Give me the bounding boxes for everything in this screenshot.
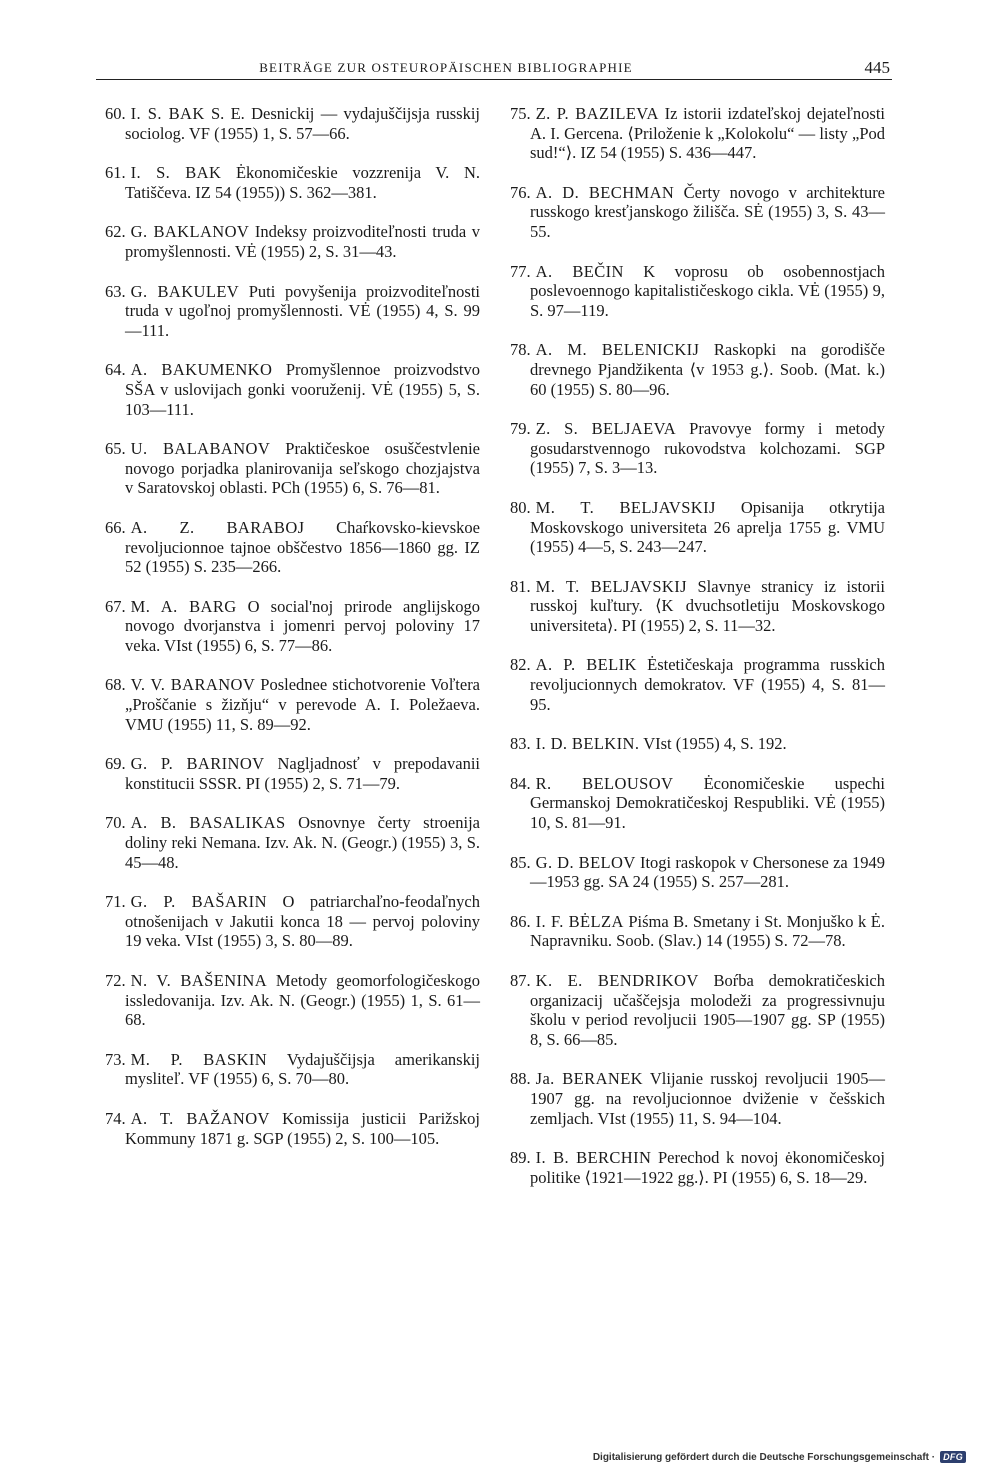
entry-number: 80. (510, 497, 531, 517)
entry-number: 78. (510, 340, 531, 360)
entry-author: V. V. BARANOV (130, 675, 256, 695)
entry-number: 88. (510, 1069, 531, 1089)
entry-title: Metody geomorfologičeskogo issledovanija. Izv. Ak. N. (Geogr.) (1955) 1, S. 61—68. (125, 971, 481, 1030)
footer (593, 1451, 966, 1463)
entry-number: 65. (105, 439, 126, 459)
entry-author: M. T. BELJAVSKIJ (535, 497, 716, 517)
bibliography-entry (105, 1109, 480, 1148)
entry-author: A. BAKUMENKO (130, 360, 273, 380)
entry-number: 68. (105, 675, 126, 695)
entry-title: Puti povyšenija proizvoditeľnosti truda v ugoľnoj promyšlennosti. VĖ (1955) 4, S. 99—111. (125, 281, 480, 340)
entry-author: G. P. BAŠARIN (130, 892, 267, 912)
entry-number: 67. (105, 596, 126, 616)
entry-title: Opisanija otkrytija Moskovskogo universiteta 26 aprelja 1755 g. VMU (1955) 4—5, S. 243—247. (530, 497, 885, 557)
bibliography-entry (105, 597, 480, 656)
entry-number: 63. (105, 281, 126, 301)
page-number: 445 (864, 58, 890, 77)
bibliography-entry (105, 971, 480, 1030)
entry-number: 60. (105, 104, 126, 123)
entry-number: 62. (105, 222, 126, 242)
bibliography-entry (510, 340, 885, 399)
entry-author: M. A. BARG (130, 596, 237, 616)
bibliography-entry (105, 675, 480, 734)
entry-title: Raskopki na gorodišče drevnego Pjandžikenta ⟨v 1953 g.⟩. Soob. (Mat. k.) 60 (1955) S. 80—96. (530, 340, 885, 399)
entry-title: Indeksy proizvoditeľnosti truda v promyšlennosti. VĖ (1955) 2, S. 31—43. (125, 222, 480, 261)
bibliography-entry (105, 104, 480, 143)
entry-author: I. D. BELKIN. (535, 734, 640, 754)
entry-title: Vydajuščijsja amerikanskij mysliteľ. VF (1955) 6, S. 70—80. (125, 1049, 481, 1089)
entry-number: 79. (510, 419, 531, 439)
entry-title: Pravovye formy i metody gosudarstvennogo rukovodstva kolchozami. SGP (1955) 7, S. 3—13. (530, 419, 886, 478)
footer-text: Digitalisierung gefördert durch die Deutsche Forschungsgemeinschaft · (592, 1451, 936, 1463)
entry-number: 87. (510, 971, 531, 990)
entry-author: U. BALABANOV (130, 439, 271, 459)
bibliography-entry (105, 439, 480, 498)
entry-title: Osnovnye čerty stroenija doliny reki Nemana. Izv. Ak. N. (Geogr.) (1955) 3, S. 45—48. (125, 813, 480, 872)
bibliography-entry (510, 262, 885, 321)
page-header (96, 58, 892, 80)
bibliography-entry (105, 282, 480, 341)
bibliography-entry (510, 104, 885, 163)
entry-title: Slavnye stranicy iz istorii russkoj kuľtury. ⟨K dvuchsotletiju Moskovskogo universiteta⟩. PI (1955) 2, S. 11—32. (530, 576, 885, 635)
bibliography-entry (105, 1050, 480, 1089)
entry-author: G. P. BARINOV (130, 754, 265, 774)
bibliography-entry (510, 577, 885, 636)
entry-number: 70. (105, 813, 126, 833)
entry-number: 72. (105, 971, 126, 990)
bibliography-entry (510, 853, 885, 892)
entry-title: Čerty novogo v architekture russkogo kresťjanskogo žilišča. SĖ (1955) 3, S. 43—55. (530, 182, 886, 241)
entry-author: A. M. BELENICKIJ (535, 340, 700, 360)
entry-number: 66. (105, 517, 126, 537)
right-column (510, 104, 885, 1207)
entry-number: 77. (510, 261, 531, 281)
entry-number: 71. (105, 892, 126, 912)
entry-author: I. F. BĖLZA (535, 911, 624, 931)
bibliography-entry (510, 1069, 885, 1128)
entry-number: 76. (510, 182, 531, 202)
entry-author: G. BAKLANOV (130, 222, 250, 242)
entry-title: Boŕba demokratičeskich organizacij učaščejsja molodeži za progressivnuju školu v period revoljucii 1905—1907 gg. SP (1955) 8, S. 66—85. (530, 971, 885, 1049)
entry-title: Vlijanie russkoj revoljucii 1905—1907 gg. na revoljucionnoe dviženie v češskich zemljach. VIst (1955) 11, S. 94—104. (530, 1069, 885, 1128)
entry-author: A. P. BELIK (535, 655, 637, 675)
bibliography-entry (510, 912, 885, 951)
entry-title: O social'noj prirode anglijskogo novogo dvorjanstva i jomenri pervoj poloviny 17 veka. VIst (1955) 6, S. 77—86. (125, 596, 481, 655)
entry-title: VIst (1955) 4, S. 192. (643, 734, 787, 754)
entry-number: 89. (510, 1148, 531, 1168)
entry-title: Promyšlennoe proizvodstvo SŠA v uslovijach gonki vooruženij. VĖ (1955) 5, S. 103—111. (125, 360, 481, 419)
entry-number: 82. (510, 655, 531, 675)
entry-number: 74. (105, 1108, 126, 1128)
bibliography-entry (105, 754, 480, 793)
entry-author: A. Z. BARABOJ (130, 517, 305, 537)
entry-number: 86. (510, 911, 531, 931)
entry-author: I. S. BAK (130, 104, 205, 123)
entry-title: Piśma B. Smetany i St. Monjuško k Ė. Napravniku. Soob. (Slav.) 14 (1955) S. 72—78. (530, 911, 885, 951)
entry-title: Iz istorii izdateľskoj dejateľnosti A. I. Gercena. ⟨Priloženie k „Kolokolu“ — listy „Pod sud!“⟩. IZ 54 (1955) S. 436—447. (530, 104, 886, 163)
entry-number: 83. (510, 734, 531, 754)
entry-title: Perechod k novoj ėkonomičeskoj politike ⟨1921—1922 gg.⟩. PI (1955) 6, S. 18—29. (530, 1148, 886, 1187)
bibliography-entry (510, 1148, 885, 1187)
entry-author: R. BELOUSOV (535, 773, 674, 793)
entry-number: 85. (510, 852, 531, 872)
bibliography-entry (510, 734, 885, 754)
entry-author: I. S. BAK (130, 163, 222, 183)
entry-number: 61. (105, 163, 126, 183)
entry-title: S. E. Desnickij — vydajuščijsja russkij sociolog. VF (1955) 1, S. 57—66. (125, 104, 480, 143)
entry-title: Ėconomičeskie uspechi Germanskoj Demokratičeskoj Respubliki. VĖ (1955) 10, S. 81—91. (530, 773, 886, 833)
entry-title: O patriarchaľno-feodaľnych otnošenijach v Jakutii konca 18 — pervoj poloviny 19 veka. VIst (1955) 3, S. 80—89. (125, 892, 480, 951)
bibliography-entry (105, 360, 480, 419)
entry-author: Ja. BERANEK (535, 1069, 643, 1089)
running-head: BEITRÄGE ZUR OSTEUROPÄISCHEN BIBLIOGRAPHIE (259, 60, 633, 75)
entry-number: 73. (105, 1049, 126, 1069)
entry-author: A. B. BASALIKAS (130, 813, 286, 833)
entry-title: Chaŕkovsko-kievskoe revoljucionnoe tajnoe obščestvo 1856—1860 gg. IZ 52 (1955) S. 235—266. (125, 517, 480, 577)
entry-number: 81. (510, 576, 531, 596)
entry-author: G. BAKULEV (130, 281, 240, 301)
bibliography-entry (105, 518, 480, 577)
entry-author: Z. S. BELJAEVA (535, 419, 677, 439)
entry-title: K voprosu ob osobennostjach poslevoennogo kapitalističeskogo cikla. VĖ (1955) 9, S. 97—119. (530, 261, 885, 320)
entry-title: Ėstetičeskaja programma russkich revoljucionnych demokratov. VF (1955) 4, S. 81—95. (530, 655, 885, 714)
bibliography-entry (105, 813, 480, 872)
entry-author: A. BEČIN (535, 261, 624, 281)
entry-title: Praktičeskoe osuščestvlenie novogo porjadka planirovanija seľskogo chozjajstva v Saratovskoj oblasti. PCh (1955) 6, S. 76—81. (125, 439, 480, 498)
left-column (105, 104, 480, 1168)
entry-title: Ėkonomičeskie vozzrenija V. N. Tatiščeva. IZ 54 (1955)) S. 362—381. (125, 163, 481, 202)
entry-author: N. V. BAŠENINA (130, 971, 268, 990)
entry-title: Nagljadnosť v prepodavanii konstitucii SSSR. PI (1955) 2, S. 71—79. (125, 754, 480, 793)
bibliography-entry (105, 163, 480, 202)
entry-author: K. E. BENDRIKOV (535, 971, 699, 990)
entry-author: A. D. BECHMAN (535, 182, 675, 202)
entry-number: 84. (510, 773, 531, 793)
bibliography-entry (510, 774, 885, 833)
entry-author: G. D. BELOV (535, 852, 636, 872)
entry-title: Itogi raskopok v Chersonese za 1949—1953 gg. SA 24 (1955) S. 257—281. (530, 852, 885, 892)
dfg-logo: DFG (940, 1451, 966, 1463)
entry-number: 75. (510, 104, 531, 123)
entry-author: M. T. BELJAVSKIJ (535, 576, 687, 596)
bibliography-entry (510, 655, 885, 714)
entry-author: I. B. BERCHIN (535, 1148, 652, 1168)
entry-author: Z. P. BAZILEVA (535, 104, 659, 123)
bibliography-entry (510, 183, 885, 242)
bibliography-entry (510, 419, 885, 478)
entry-title: Poslednee stichotvorenie Voľtera „Proščanie s žizňju“ v perevode A. I. Poležaeva. VMU (1955) 11, S. 89—92. (125, 675, 481, 734)
bibliography-entry (105, 222, 480, 261)
header-rule (96, 79, 892, 80)
bibliography-entry (105, 892, 480, 951)
bibliography-entry (510, 498, 885, 557)
bibliography-entry (510, 971, 885, 1049)
entry-title: Komissija justicii Parižskoj Kommuny 1871 g. SGP (1955) 2, S. 100—105. (125, 1108, 480, 1148)
entry-number: 64. (105, 360, 126, 380)
entry-number: 69. (105, 754, 126, 774)
entry-author: M. P. BASKIN (130, 1049, 268, 1069)
entry-author: A. T. BAŽANOV (130, 1108, 270, 1128)
